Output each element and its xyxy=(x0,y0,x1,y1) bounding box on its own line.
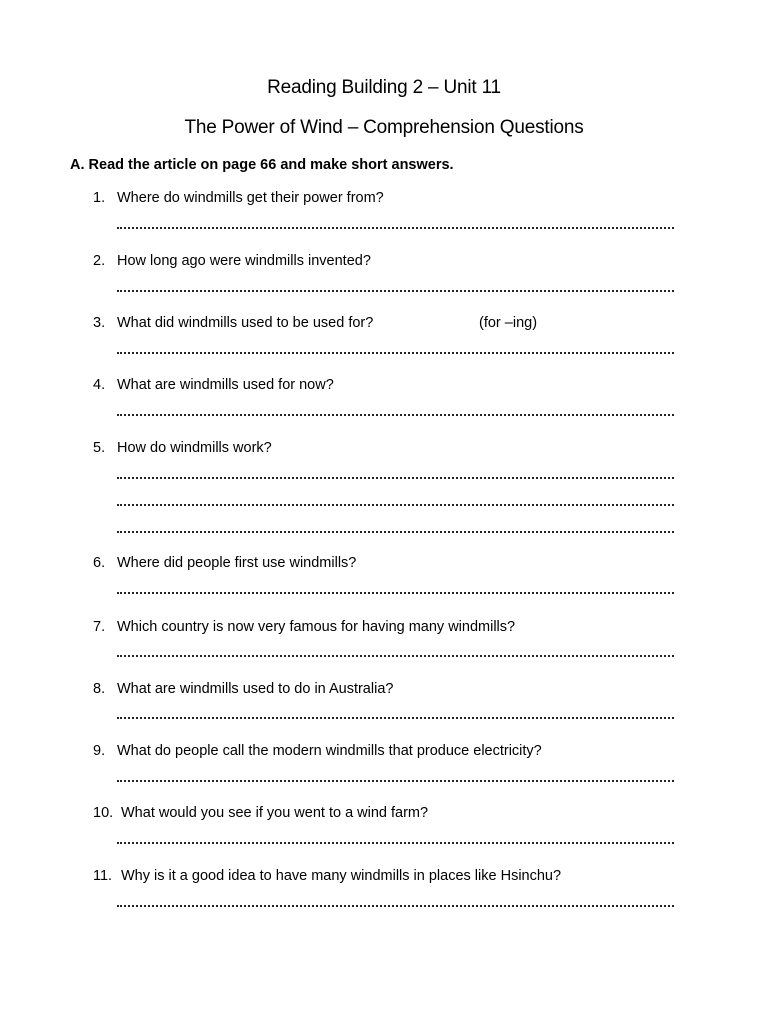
answer-line-5a[interactable] xyxy=(117,477,674,479)
question-text: Why is it a good idea to have many windmills in places like Hsinchu? xyxy=(121,868,562,884)
question-text: What are windmills used to do in Australia? xyxy=(117,681,394,697)
question-text: How long ago were windmills invented? xyxy=(117,253,371,269)
question-text: What would you see if you went to a wind farm? xyxy=(121,805,429,821)
question-text: What did windmills used to be used for? xyxy=(117,315,374,331)
question-number: 1. xyxy=(93,190,106,206)
question-7 xyxy=(0,619,768,639)
answer-line-3[interactable] xyxy=(117,352,674,354)
question-text: Where did people first use windmills? xyxy=(117,555,357,571)
question-8 xyxy=(0,681,768,701)
question-number: 9. xyxy=(93,743,106,759)
question-4 xyxy=(0,377,768,397)
worksheet-subtitle: The Power of Wind – Comprehension Questions xyxy=(184,117,584,138)
question-5 xyxy=(0,440,768,460)
answer-line-8[interactable] xyxy=(117,717,674,719)
question-text: Where do windmills get their power from? xyxy=(117,190,384,206)
answer-line-4[interactable] xyxy=(117,414,674,416)
answer-line-5b[interactable] xyxy=(117,504,674,506)
question-number: 4. xyxy=(93,377,106,393)
question-number: 10. xyxy=(93,805,114,821)
question-text: How do windmills work? xyxy=(117,440,272,456)
question-9 xyxy=(0,743,768,763)
question-hint: (for –ing) xyxy=(479,315,538,331)
question-number: 5. xyxy=(93,440,106,456)
question-text: What do people call the modern windmills that produce electricity? xyxy=(117,743,542,759)
answer-line-5c[interactable] xyxy=(117,531,674,533)
question-3 xyxy=(0,315,768,335)
question-text: Which country is now very famous for having many windmills? xyxy=(117,619,516,635)
question-2 xyxy=(0,253,768,273)
question-number: 7. xyxy=(93,619,106,635)
answer-line-6[interactable] xyxy=(117,592,674,594)
answer-line-2[interactable] xyxy=(117,290,674,292)
answer-line-7[interactable] xyxy=(117,655,674,657)
question-number: 6. xyxy=(93,555,106,571)
answer-line-10[interactable] xyxy=(117,842,674,844)
question-number: 2. xyxy=(93,253,106,269)
answer-line-11[interactable] xyxy=(117,905,674,907)
question-6 xyxy=(0,555,768,575)
question-10 xyxy=(0,805,768,825)
answer-line-1[interactable] xyxy=(117,227,674,229)
worksheet-title: Reading Building 2 – Unit 11 xyxy=(267,77,501,98)
question-text: What are windmills used for now? xyxy=(117,377,334,393)
section-a-instructions: A. Read the article on page 66 and make short answers. xyxy=(70,157,454,173)
question-11 xyxy=(0,868,768,888)
question-number: 3. xyxy=(93,315,106,331)
answer-line-9[interactable] xyxy=(117,780,674,782)
question-number: 11. xyxy=(93,868,113,884)
question-1 xyxy=(0,190,768,210)
question-number: 8. xyxy=(93,681,106,697)
